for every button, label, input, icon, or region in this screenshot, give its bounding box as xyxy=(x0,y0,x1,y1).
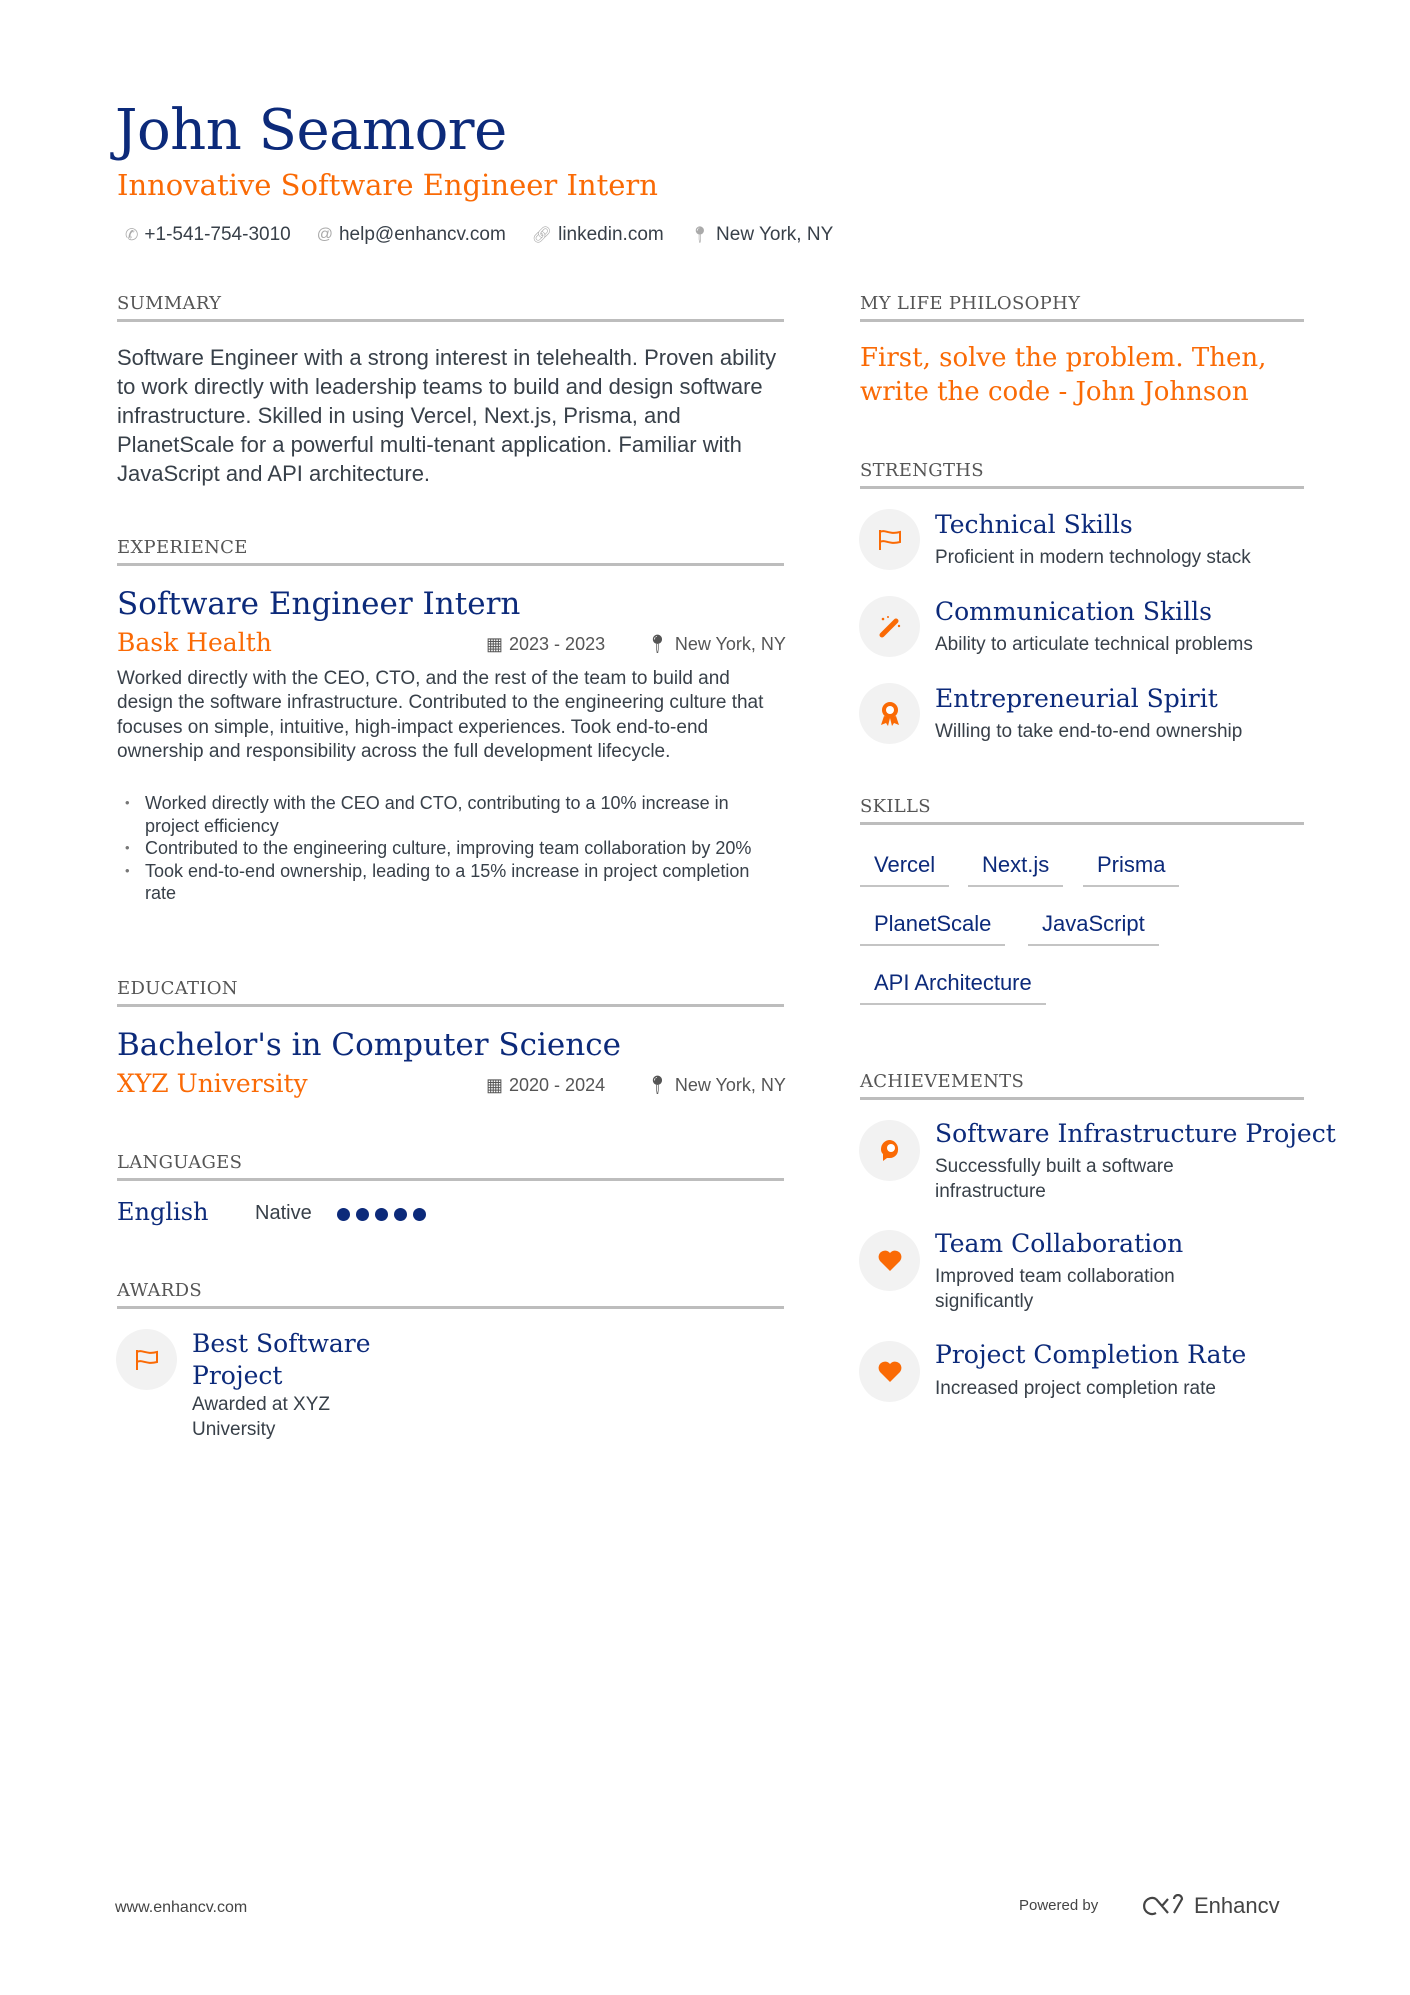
achievement-description: Improved team collaboration significantly xyxy=(935,1266,1175,1312)
contact-linkedin[interactable] xyxy=(532,224,664,246)
email-text: help@enhancv.com xyxy=(338,224,506,245)
phone-text: +1-541-754-3010 xyxy=(144,224,291,245)
school-name: XYZ University xyxy=(117,1069,308,1098)
enhancv-brand: Enhancv xyxy=(1194,1893,1280,1918)
job-location xyxy=(646,634,786,655)
location-icon: 📍︎ xyxy=(689,227,711,244)
edu-location xyxy=(646,1075,786,1096)
achievement-title: Team Collaboration xyxy=(935,1229,1184,1258)
head-bulb-icon xyxy=(859,1120,920,1181)
achievements-heading: ACHIEVEMENTS xyxy=(860,1071,1304,1100)
enhancv-logo-icon xyxy=(1140,1894,1186,1918)
strength-title: Entrepreneurial Spirit xyxy=(935,684,1218,713)
medal-icon xyxy=(859,683,920,744)
language-rating xyxy=(337,1208,426,1221)
candidate-title: Innovative Software Engineer Intern xyxy=(117,168,658,202)
skills-heading: SKILLS xyxy=(860,796,1304,825)
job-description: Worked directly with the CEO, CTO, and the rest of the team to build and design the software infrastructure. Contributed to the engineering culture that focuses on simple, intuitive, high-impact experiences. Took end-to-end ownership and responsibility across the full development lifecycle. xyxy=(117,668,764,762)
skill-tag: Next.js xyxy=(968,851,1063,887)
flag-icon xyxy=(859,509,920,570)
footer-website[interactable]: www.enhancv.com xyxy=(115,1899,248,1916)
skill-tag: JavaScript xyxy=(1028,910,1159,946)
award-title: Best Software Project xyxy=(192,1329,371,1390)
list-item: • Contributed to the engineering culture, improving team collaboration by 20% xyxy=(117,837,777,860)
strength-title: Communication Skills xyxy=(935,597,1212,626)
philosophy-heading: MY LIFE PHILOSOPHY xyxy=(860,293,1304,322)
achievement-description: Successfully built a software infrastructure xyxy=(935,1156,1174,1202)
job-location-text: New York, NY xyxy=(674,634,786,654)
rating-dot xyxy=(375,1208,388,1221)
link-icon: 🔗︎ xyxy=(531,227,553,244)
experience-heading: EXPERIENCE xyxy=(117,537,784,566)
calendar-icon: ▦ xyxy=(486,634,504,654)
achievement-title: Software Infrastructure Project xyxy=(935,1119,1336,1148)
skill-tag: API Architecture xyxy=(860,969,1046,1005)
heart-icon xyxy=(859,1230,920,1291)
philosophy-quote: First, solve the problem. Then, write the code - John Johnson xyxy=(860,343,1267,407)
awards-heading: AWARDS xyxy=(117,1280,784,1309)
contact-bar xyxy=(125,224,833,246)
job-dates-text: 2023 - 2023 xyxy=(509,634,606,654)
strength-description: Proficient in modern technology stack xyxy=(935,547,1251,568)
rating-dot xyxy=(337,1208,350,1221)
strength-description: Ability to articulate technical problems xyxy=(935,634,1253,655)
heart-icon xyxy=(859,1341,920,1402)
edu-location-text: New York, NY xyxy=(674,1075,786,1095)
rating-dot xyxy=(394,1208,407,1221)
strength-title: Technical Skills xyxy=(935,510,1133,539)
location-text: New York, NY xyxy=(716,224,834,245)
enhancv-logo[interactable] xyxy=(1140,1893,1280,1919)
company-name: Bask Health xyxy=(117,628,272,657)
location-icon: 📍︎ xyxy=(646,1075,669,1095)
summary-heading: SUMMARY xyxy=(117,293,784,322)
list-item: • Took end-to-end ownership, leading to a 15% increase in project completion rate xyxy=(117,860,777,905)
skill-tag: Vercel xyxy=(860,851,949,887)
flag-icon xyxy=(116,1329,177,1390)
at-icon: @ xyxy=(316,226,333,243)
summary-text: Software Engineer with a strong interest in telehealth. Proven ability to work directly with leadership teams to build and design software infrastructure. Skilled in using Vercel, Next.js, Prisma, and PlanetScale for a powerful multi-tenant application. Familiar with JavaScript and API architecture. xyxy=(117,345,777,486)
phone-icon: ✆ xyxy=(125,227,139,244)
edu-dates xyxy=(486,1075,605,1096)
candidate-name: John Seamore xyxy=(115,98,507,163)
strength-description: Willing to take end-to-end ownership xyxy=(935,721,1243,742)
languages-heading: LANGUAGES xyxy=(117,1152,784,1181)
contact-email[interactable] xyxy=(317,224,506,246)
edu-dates-text: 2020 - 2024 xyxy=(509,1075,606,1095)
calendar-icon: ▦ xyxy=(486,1075,504,1095)
award-description: Awarded at XYZ University xyxy=(192,1394,331,1440)
rating-dot xyxy=(413,1208,426,1221)
linkedin-text: linkedin.com xyxy=(558,224,664,245)
achievement-title: Project Completion Rate xyxy=(935,1340,1247,1369)
language-name: English xyxy=(117,1198,209,1226)
magic-wand-icon xyxy=(859,596,920,657)
achievement-description: Increased project completion rate xyxy=(935,1378,1216,1399)
contact-phone xyxy=(125,224,291,246)
skill-tag: PlanetScale xyxy=(860,910,1005,946)
education-heading: EDUCATION xyxy=(117,978,784,1007)
job-bullets xyxy=(117,792,777,905)
rating-dot xyxy=(356,1208,369,1221)
job-dates xyxy=(486,634,605,655)
degree-title: Bachelor's in Computer Science xyxy=(117,1027,621,1063)
language-level: Native xyxy=(255,1202,312,1224)
location-icon: 📍︎ xyxy=(646,634,669,654)
skill-tag: Prisma xyxy=(1083,851,1179,887)
list-item: • Worked directly with the CEO and CTO, contributing to a 10% increase in project efficiency xyxy=(117,792,777,837)
job-title: Software Engineer Intern xyxy=(117,586,521,622)
strengths-heading: STRENGTHS xyxy=(860,460,1304,489)
contact-location xyxy=(690,224,834,246)
powered-by-text: Powered by xyxy=(1019,1897,1099,1914)
